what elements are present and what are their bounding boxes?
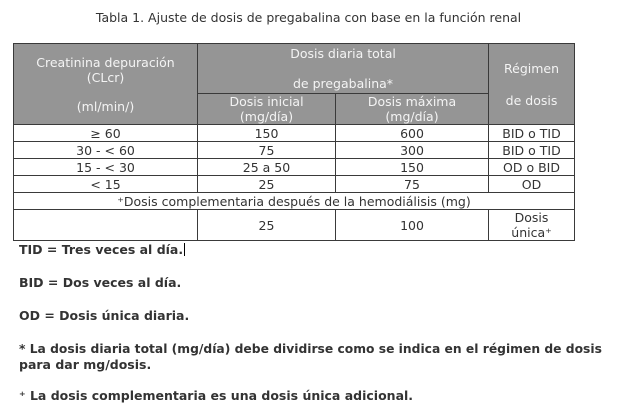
cell-clcr: < 15 xyxy=(14,176,198,193)
cell-initial: 25 xyxy=(198,176,336,193)
cell-max: 600 xyxy=(336,125,489,142)
note-bid: BID = Dos veces al día. xyxy=(19,275,182,290)
header-max-dose: Dosis máxima (mg/día) xyxy=(336,94,489,125)
cell-initial: 150 xyxy=(198,125,336,142)
table-row xyxy=(14,125,575,142)
cell-initial: 25 xyxy=(198,210,336,241)
table-row xyxy=(14,176,575,193)
cell-regimen: OD xyxy=(489,176,575,193)
cell-clcr xyxy=(14,210,198,241)
note-plus: ⁺ La dosis complementaria es una dosis única adicional. xyxy=(19,388,414,403)
cell-clcr: 15 - < 30 xyxy=(14,159,198,176)
table-row xyxy=(14,159,575,176)
cell-max: 300 xyxy=(336,142,489,159)
cell-max: 150 xyxy=(336,159,489,176)
cell-initial: 75 xyxy=(198,142,336,159)
cell-regimen: OD o BID xyxy=(489,159,575,176)
cell-clcr: 30 - < 60 xyxy=(14,142,198,159)
table-row xyxy=(14,210,575,241)
header-initial-dose: Dosis inicial (mg/día) xyxy=(198,94,336,125)
text-cursor xyxy=(184,243,185,256)
cell-clcr: ≥ 60 xyxy=(14,125,198,142)
header-regimen: Régimen de dosis xyxy=(489,44,575,125)
cell-max: 100 xyxy=(336,210,489,241)
table-row xyxy=(14,142,575,159)
cell-regimen: Dosis única⁺ xyxy=(489,210,575,241)
cell-regimen: BID o TID xyxy=(489,142,575,159)
dose-adjustment-table xyxy=(13,43,575,241)
cell-max: 75 xyxy=(336,176,489,193)
cell-initial: 25 a 50 xyxy=(198,159,336,176)
header-dose-group: Dosis diaria total de pregabalina* xyxy=(198,44,489,94)
cell-regimen: BID o TID xyxy=(489,125,575,142)
header-clcr: Creatinina depuración (CLcr) (ml/min/) xyxy=(14,44,198,125)
note-star: * La dosis diaria total (mg/día) debe dividirse como se indica en el régimen de dosis para dar mg/dosis. xyxy=(19,342,602,372)
note-od: OD = Dosis única diaria. xyxy=(19,308,190,323)
supplement-header: ⁺Dosis complementaria después de la hemodiálisis (mg) xyxy=(14,193,575,210)
table-caption: Tabla 1. Ajuste de dosis de pregabalina con base en la función renal xyxy=(95,10,522,25)
note-tid: TID = Tres veces al día. xyxy=(19,242,184,257)
